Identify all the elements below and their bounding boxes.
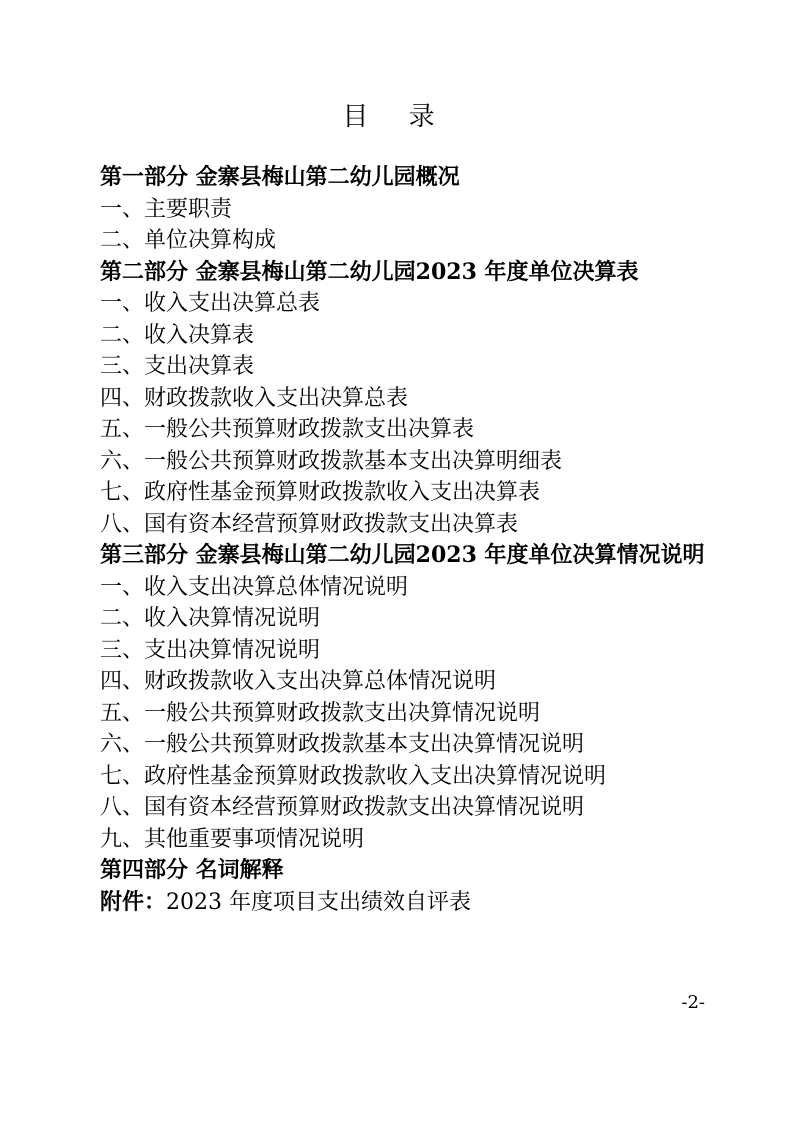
toc-item: 二、单位决算构成 bbox=[100, 228, 277, 253]
page-number: -2- bbox=[681, 992, 705, 1013]
attachment-text: 2023 年度项目支出绩效自评表 bbox=[166, 889, 471, 915]
toc-item: 一、收入支出决算总体情况说明 bbox=[100, 574, 409, 600]
toc-item: 二、收入决算情况说明 bbox=[100, 606, 321, 631]
toc-part-3: 第三部分 金寨县梅山第二幼儿园2023 年度单位决算情况说明 bbox=[100, 542, 705, 568]
toc-item: 三、支出决算表 bbox=[100, 354, 255, 379]
toc-item: 七、政府性基金预算财政拨款收入支出决算表 bbox=[100, 480, 541, 505]
toc-item: 五、一般公共预算财政拨款支出决算表 bbox=[100, 417, 475, 442]
page-title: 目 录 bbox=[342, 102, 451, 132]
attachment-line bbox=[100, 887, 720, 919]
toc-item: 六、一般公共预算财政拨款基本支出决算情况说明 bbox=[100, 732, 585, 757]
toc-item: 八、国有资本经营预算财政拨款支出决算情况说明 bbox=[100, 795, 585, 820]
toc-part-4: 第四部分 名词解释 bbox=[100, 857, 284, 883]
toc-item: 五、一般公共预算财政拨款支出决算情况说明 bbox=[100, 700, 541, 726]
toc-item: 六、一般公共预算财政拨款基本支出决算明细表 bbox=[100, 448, 563, 474]
toc-item: 四、财政拨款收入支出决算总体情况说明 bbox=[100, 669, 497, 694]
toc-item: 九、其他重要事项情况说明 bbox=[100, 826, 365, 852]
toc-item: 二、收入决算表 bbox=[100, 322, 255, 348]
toc-part-1: 第一部分 金寨县梅山第二幼儿园概况 bbox=[100, 164, 460, 190]
table-of-contents bbox=[100, 162, 720, 918]
toc-item: 四、财政拨款收入支出决算总表 bbox=[100, 385, 409, 411]
toc-item: 三、支出决算情况说明 bbox=[100, 637, 321, 663]
toc-item: 一、收入支出决算总表 bbox=[100, 291, 321, 316]
toc-part-2: 第二部分 金寨县梅山第二幼儿园2023 年度单位决算表 bbox=[100, 258, 639, 285]
attachment-label: 附件： bbox=[100, 888, 167, 915]
toc-item: 七、政府性基金预算财政拨款收入支出决算情况说明 bbox=[100, 763, 607, 789]
toc-item: 八、国有资本经营预算财政拨款支出决算表 bbox=[100, 511, 519, 537]
toc-item: 一、主要职责 bbox=[100, 196, 233, 222]
